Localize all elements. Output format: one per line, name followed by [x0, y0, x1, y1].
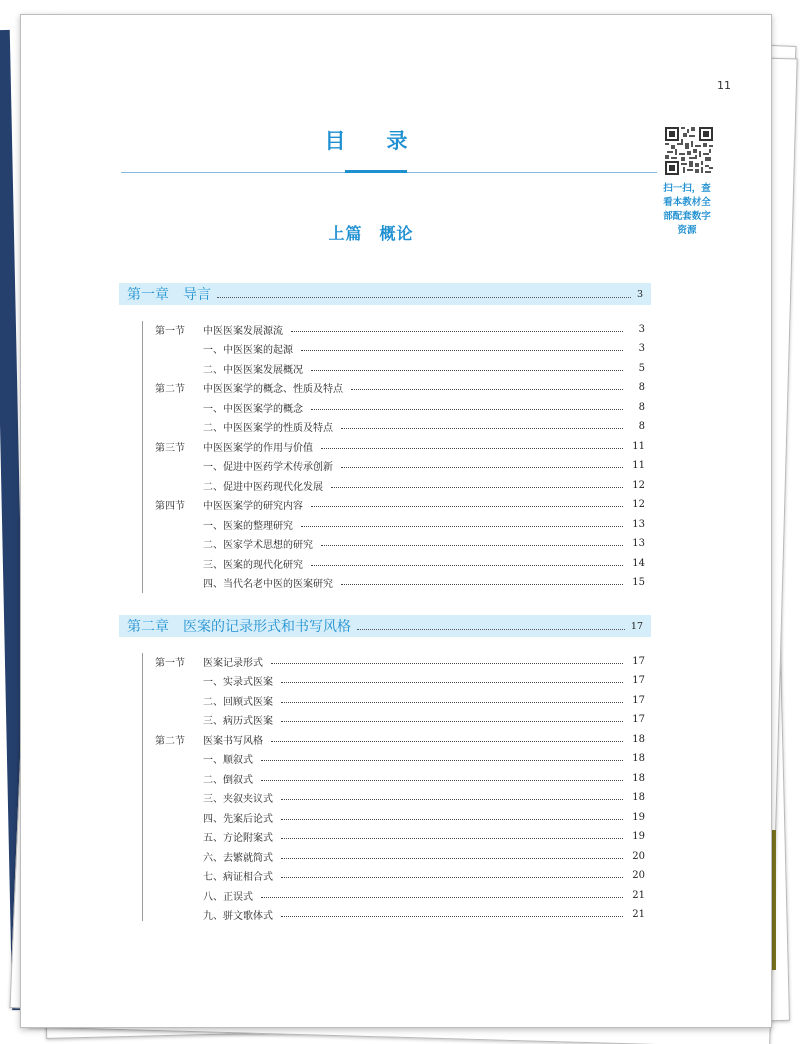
entry-page-number: 20	[632, 850, 645, 862]
section-number: 第一节	[155, 325, 185, 337]
dot-leader	[281, 799, 623, 800]
dot-leader	[291, 331, 623, 332]
section-number: 第四节	[155, 501, 185, 512]
entry-page-number: 19	[632, 811, 645, 823]
toc-entry-section[interactable]	[155, 653, 645, 669]
entry-title: 医案记录形式	[203, 657, 263, 669]
entry-title: 三、夹叙夹议式	[203, 794, 273, 805]
dot-leader	[261, 760, 623, 761]
toc-entry[interactable]	[155, 887, 645, 903]
entry-title: 三、病历式医案	[203, 716, 273, 727]
section-number: 第三节	[155, 442, 185, 454]
entry-page-number: 17	[632, 675, 645, 686]
toc-title: 目 录	[324, 129, 418, 153]
toc-entry[interactable]	[155, 477, 645, 493]
toc-entry[interactable]	[155, 848, 645, 864]
entry-title: 九、骈文歌体式	[203, 911, 273, 922]
section-number: 第二节	[155, 384, 185, 395]
entry-title: 中医医案学的作用与价值	[203, 442, 313, 454]
qr-caption-line: 扫一扫，查	[663, 183, 711, 194]
entry-page-number: 11	[632, 460, 645, 471]
chapter-label: 第一章 导言	[127, 287, 211, 303]
entry-page-number: 17	[632, 655, 645, 667]
entry-page-number: 18	[632, 792, 645, 803]
toc-entry[interactable]	[155, 829, 645, 845]
entry-page-number: 14	[632, 557, 645, 569]
dot-leader	[311, 370, 623, 371]
toc-entry[interactable]	[155, 673, 645, 689]
entry-page-number: 3	[638, 343, 645, 354]
entry-title: 中医医案学的研究内容	[203, 501, 303, 512]
entry-title: 一、顺叙式	[203, 755, 253, 766]
dot-leader	[281, 877, 623, 878]
dot-leader	[261, 897, 623, 898]
entry-title: 四、先案后论式	[203, 813, 273, 825]
entry-title: 一、促进中医药学术传承创新	[203, 462, 333, 473]
dot-leader	[351, 389, 623, 390]
entry-title: 一、中医医案的起源	[203, 345, 293, 356]
qr-caption-line: 部配套数字	[663, 211, 711, 222]
qr-caption-line: 看本教材全	[663, 197, 711, 208]
dot-leader	[281, 838, 623, 839]
toc-entry[interactable]	[155, 751, 645, 767]
entry-page-number: 8	[638, 401, 645, 413]
entry-title: 五、方论附案式	[203, 833, 273, 844]
toc-entry[interactable]	[155, 770, 645, 786]
entry-title: 中医医案发展源流	[203, 325, 283, 337]
qr-code-icon[interactable]	[665, 127, 713, 175]
entry-page-number: 21	[632, 889, 645, 901]
dot-leader	[311, 506, 623, 507]
toc-entry[interactable]	[155, 516, 645, 532]
entry-page-number: 18	[632, 772, 645, 784]
entry-page-number: 5	[638, 362, 645, 374]
dot-leader	[321, 448, 623, 449]
dot-leader	[341, 467, 623, 468]
toc-entry-section[interactable]	[155, 497, 645, 513]
toc-entry[interactable]	[155, 712, 645, 728]
toc-entry[interactable]	[155, 575, 645, 591]
chapter-page-number: 3	[636, 288, 643, 300]
entry-page-number: 3	[638, 323, 645, 335]
dot-leader	[281, 916, 623, 917]
toc-entry[interactable]	[155, 809, 645, 825]
toc-entry-section[interactable]	[155, 731, 645, 747]
entry-title: 二、中医医案发展概况	[203, 364, 303, 376]
entry-title: 一、医案的整理研究	[203, 520, 293, 532]
chapter-heading[interactable]	[119, 283, 651, 305]
entry-page-number: 21	[632, 909, 645, 920]
entry-page-number: 13	[632, 518, 645, 530]
part-title: 上篇 概论	[328, 224, 414, 243]
entry-page-number: 11	[632, 440, 645, 452]
entry-title: 医案书写风格	[203, 735, 263, 747]
dot-leader	[281, 682, 623, 683]
toc-entry-section[interactable]	[155, 380, 645, 396]
section-number: 第一节	[155, 657, 185, 669]
dot-leader	[281, 702, 623, 703]
toc-entry[interactable]	[155, 555, 645, 571]
dot-leader	[271, 741, 623, 742]
qr-caption	[647, 182, 727, 238]
entry-page-number: 19	[632, 831, 645, 842]
dot-leader	[301, 350, 623, 351]
entry-page-number: 8	[638, 382, 645, 393]
entry-title: 二、促进中医药现代化发展	[203, 481, 323, 493]
entry-page-number: 12	[632, 499, 645, 510]
entry-page-number: 13	[632, 538, 645, 549]
entry-title: 二、倒叙式	[203, 774, 253, 786]
entry-page-number: 12	[632, 479, 645, 491]
entry-page-number: 8	[638, 421, 645, 432]
toc-page	[20, 14, 772, 1028]
toc-entry[interactable]	[155, 868, 645, 884]
entry-page-number: 18	[632, 733, 645, 745]
entry-title: 二、医家学术思想的研究	[203, 540, 313, 551]
qr-caption-line: 资源	[677, 225, 697, 236]
toc-entry[interactable]	[155, 907, 645, 923]
entry-title: 三、医案的现代化研究	[203, 559, 303, 571]
dot-leader	[341, 428, 623, 429]
dot-leader	[321, 545, 623, 546]
toc-entry[interactable]	[155, 360, 645, 376]
dot-leader	[311, 409, 623, 410]
toc-entry-section[interactable]	[155, 438, 645, 454]
chapter-heading[interactable]	[119, 615, 651, 637]
dot-leader	[281, 721, 623, 722]
toc-entry[interactable]	[155, 399, 645, 415]
toc-entry[interactable]	[155, 790, 645, 806]
section-bracket-line	[142, 321, 143, 593]
entry-title: 中医医案学的概念、性质及特点	[203, 384, 343, 395]
entry-title: 四、当代名老中医的医案研究	[203, 579, 333, 590]
dot-leader	[217, 297, 631, 298]
entry-title: 一、中医医案学的概念	[203, 403, 303, 415]
entry-title: 六、去繁就简式	[203, 852, 273, 864]
chapter-label: 第二章 医案的记录形式和书写风格	[127, 619, 351, 635]
entry-title: 二、中医医案学的性质及特点	[203, 423, 333, 434]
entry-page-number: 17	[632, 714, 645, 725]
dot-leader	[281, 858, 623, 859]
dot-leader	[331, 487, 623, 488]
entry-title: 二、回顾式医案	[203, 696, 273, 708]
section-number: 第二节	[155, 735, 185, 747]
entry-title: 八、正误式	[203, 891, 253, 903]
dot-leader	[281, 819, 623, 820]
entry-page-number: 17	[632, 694, 645, 706]
section-bracket-line	[142, 653, 143, 921]
entry-page-number: 20	[632, 870, 645, 881]
chapter-page-number: 17	[630, 620, 643, 632]
toc-entry-section[interactable]	[155, 321, 645, 337]
dot-leader	[271, 663, 623, 664]
dot-leader	[357, 629, 625, 630]
toc-entry[interactable]	[155, 536, 645, 552]
toc-entry[interactable]	[155, 341, 645, 357]
toc-entry[interactable]	[155, 458, 645, 474]
title-divider-accent	[345, 170, 407, 173]
dot-leader	[261, 780, 623, 781]
dot-leader	[341, 584, 623, 585]
entry-title: 一、实录式医案	[203, 677, 273, 688]
entry-page-number: 18	[632, 753, 645, 764]
entry-title: 七、病证相合式	[203, 872, 273, 883]
entry-page-number: 15	[632, 577, 645, 588]
dot-leader	[311, 565, 623, 566]
page-number: 11	[717, 79, 731, 92]
dot-leader	[301, 526, 623, 527]
toc-entry[interactable]	[155, 419, 645, 435]
toc-entry[interactable]	[155, 692, 645, 708]
